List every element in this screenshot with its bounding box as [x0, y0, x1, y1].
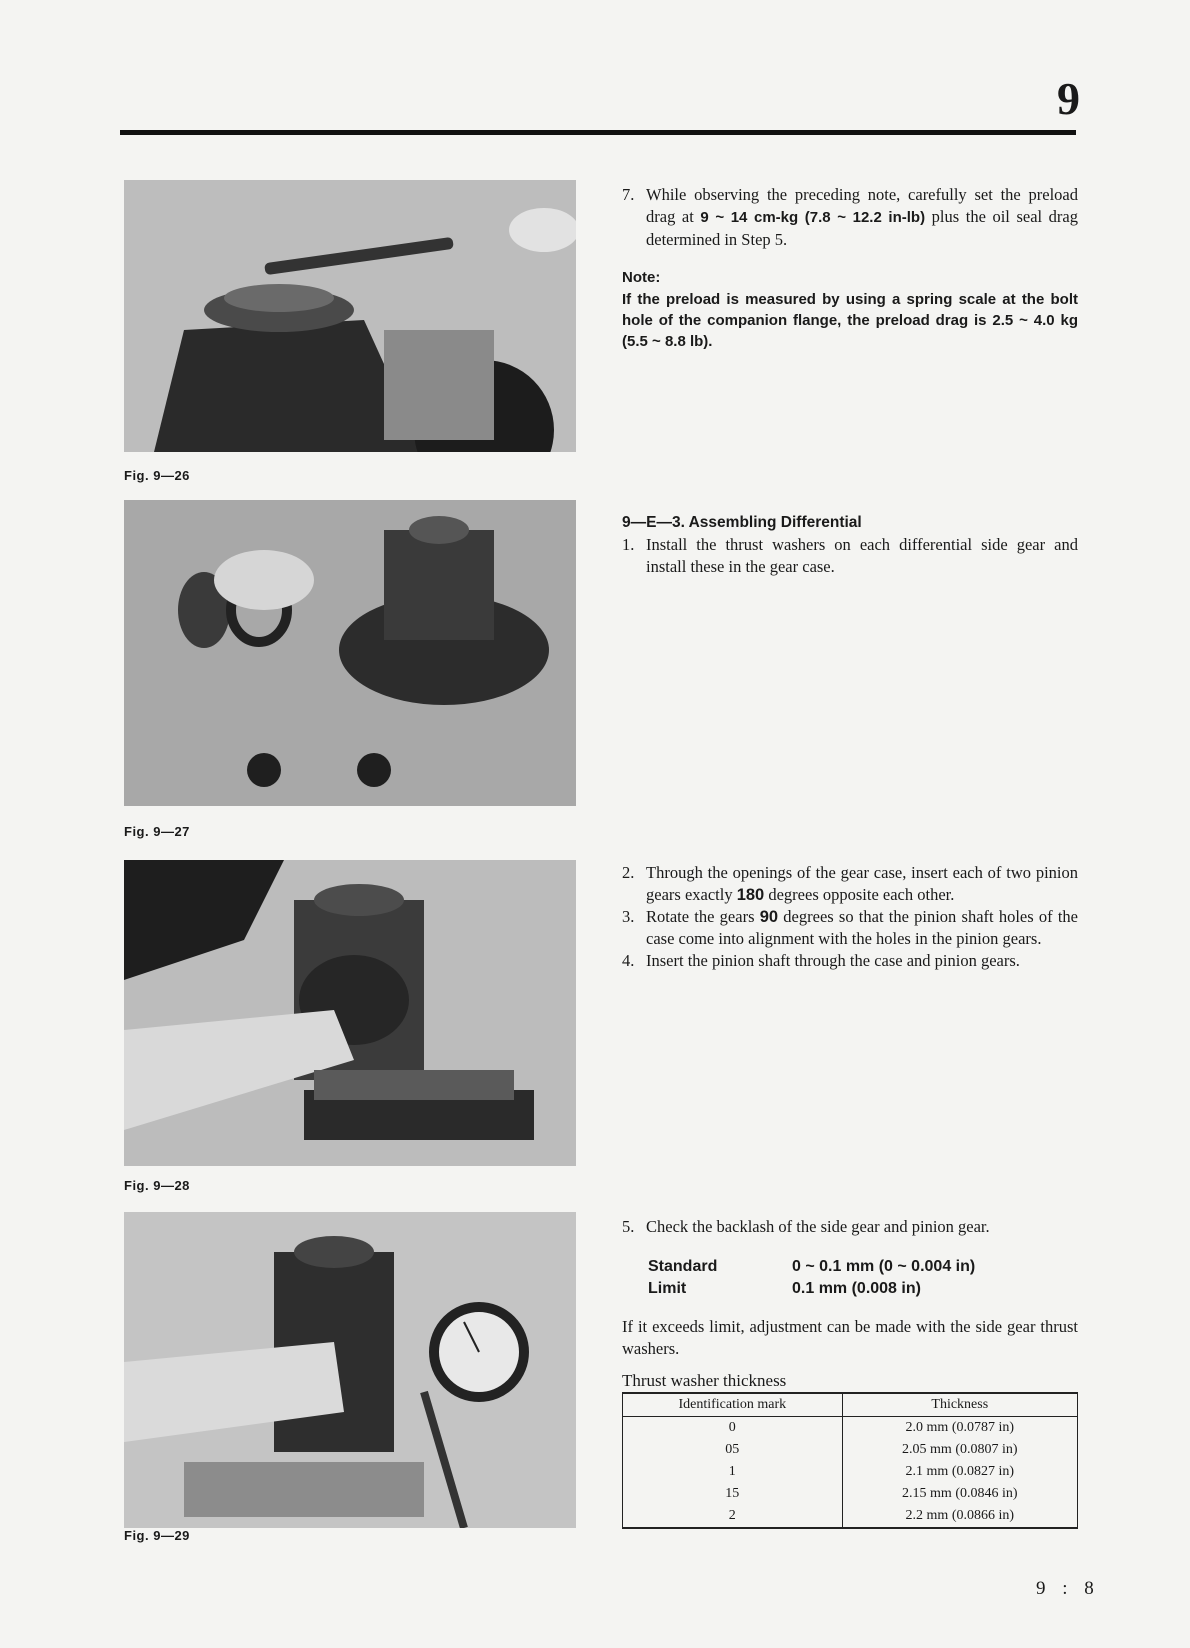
spec-value: 0 ~ 0.1 mm (0 ~ 0.004 in) — [792, 1258, 976, 1275]
spring-scale-photo — [124, 180, 576, 452]
step-spec-value: 9 ~ 14 cm-kg (7.8 ~ 12.2 in-lb) — [700, 209, 926, 226]
step-number: 3. — [622, 907, 635, 926]
pinion-insertion-photo — [124, 860, 576, 1166]
table-row — [623, 1417, 1078, 1440]
figure-caption: Fig. 9—27 — [124, 824, 190, 839]
column-header: Identification mark — [623, 1393, 843, 1417]
step-4 — [622, 950, 1078, 972]
section-heading: 9—E—3. Assembling Differential — [622, 514, 862, 531]
header-rule — [120, 130, 1076, 135]
step-5 — [622, 1216, 1078, 1238]
figure-photo-9-29 — [124, 1212, 576, 1528]
table-row — [623, 1461, 1078, 1483]
table-caption: Thrust washer thickness — [622, 1371, 787, 1390]
figure-photo-9-26 — [124, 180, 576, 452]
table-row — [623, 1505, 1078, 1528]
note-body: If the preload is measured by using a spring scale at the bolt hole of the companion flange, the preload drag is 2.5 ~ 4.0 kg (5.5 ~ 8.8 lb). — [622, 291, 1078, 350]
step-text-part: degrees so that the pinion shaft holes of the case come into alignment with the holes in the pinion gears. — [646, 907, 1079, 948]
table-cell: 2 — [623, 1505, 843, 1528]
chapter-number: 9 — [1057, 73, 1080, 124]
table-cell: 2.05 mm (0.0807 in) — [842, 1439, 1077, 1461]
page-number: 9 : 8 — [1036, 1578, 1100, 1599]
step-7-block — [622, 184, 1078, 352]
spec-label: Limit — [648, 1280, 687, 1297]
step-text: Insert the pinion shaft through the case and pinion gears. — [646, 951, 1020, 970]
figure-caption: Fig. 9—28 — [124, 1178, 190, 1193]
step-7 — [622, 184, 1078, 251]
section-assembling-differential — [622, 512, 1078, 578]
step-text — [646, 906, 1078, 950]
table-row — [623, 1439, 1078, 1461]
figure-caption: Fig. 9—26 — [124, 468, 190, 483]
figure-caption: Fig. 9—29 — [124, 1528, 190, 1543]
figure-photo-9-28 — [124, 860, 576, 1166]
step-5-block — [622, 1216, 1078, 1529]
exceed-limit-text: If it exceeds limit, adjustment can be made with the side gear thrust washers. — [622, 1317, 1078, 1358]
table-cell: 0 — [623, 1417, 843, 1440]
dial-indicator-photo — [124, 1212, 576, 1528]
table-cell: 05 — [623, 1439, 843, 1461]
thrust-washer-thickness-table — [622, 1392, 1078, 1529]
step-text-part: degrees opposite each other. — [764, 885, 955, 904]
table-cell: 2.0 mm (0.0787 in) — [842, 1417, 1077, 1440]
step-number: 5. — [622, 1217, 635, 1236]
step-text-part: While observing the preceding note, carefully set the preload drag at — [646, 185, 1078, 226]
note-title: Note: — [622, 269, 661, 286]
step-spec-value: 180 — [736, 886, 765, 904]
step-text — [646, 184, 1078, 251]
step-3 — [622, 906, 1078, 950]
table-cell: 1 — [623, 1461, 843, 1483]
spec-row-limit — [648, 1278, 1078, 1300]
step-2 — [622, 862, 1078, 906]
step-1 — [622, 534, 1078, 578]
step-text-part: Rotate the gears — [646, 907, 760, 926]
step-number: 1. — [622, 535, 635, 554]
steps-2-to-4 — [622, 862, 1078, 972]
spec-value: 0.1 mm (0.008 in) — [792, 1280, 921, 1297]
figure-photo-9-27 — [124, 500, 576, 806]
spec-label: Standard — [648, 1258, 718, 1275]
table-row — [623, 1483, 1078, 1505]
spec-row-standard — [648, 1256, 1078, 1278]
column-header: Thickness — [842, 1393, 1077, 1417]
backlash-spec — [622, 1256, 1078, 1300]
step-text: Check the backlash of the side gear and pinion gear. — [646, 1217, 990, 1236]
table-header-row — [623, 1393, 1078, 1417]
differential-case-photo — [124, 500, 576, 806]
table-cell: 2.2 mm (0.0866 in) — [842, 1505, 1077, 1528]
step-text-part: plus the oil seal drag determined in Step 5. — [646, 207, 1078, 249]
table-cell: 2.15 mm (0.0846 in) — [842, 1483, 1077, 1505]
step-number: 4. — [622, 951, 635, 970]
step-spec-value: 90 — [759, 908, 779, 926]
table-cell: 15 — [623, 1483, 843, 1505]
step-number: 7. — [622, 185, 635, 204]
step-number: 2. — [622, 863, 635, 882]
step-text: Install the thrust washers on each differential side gear and install these in the gear case. — [646, 535, 1078, 576]
table-cell: 2.1 mm (0.0827 in) — [842, 1461, 1077, 1483]
step-text-part: Through the openings of the gear case, insert each of two pinion gears exactly — [646, 863, 1078, 904]
step-text — [646, 862, 1078, 906]
